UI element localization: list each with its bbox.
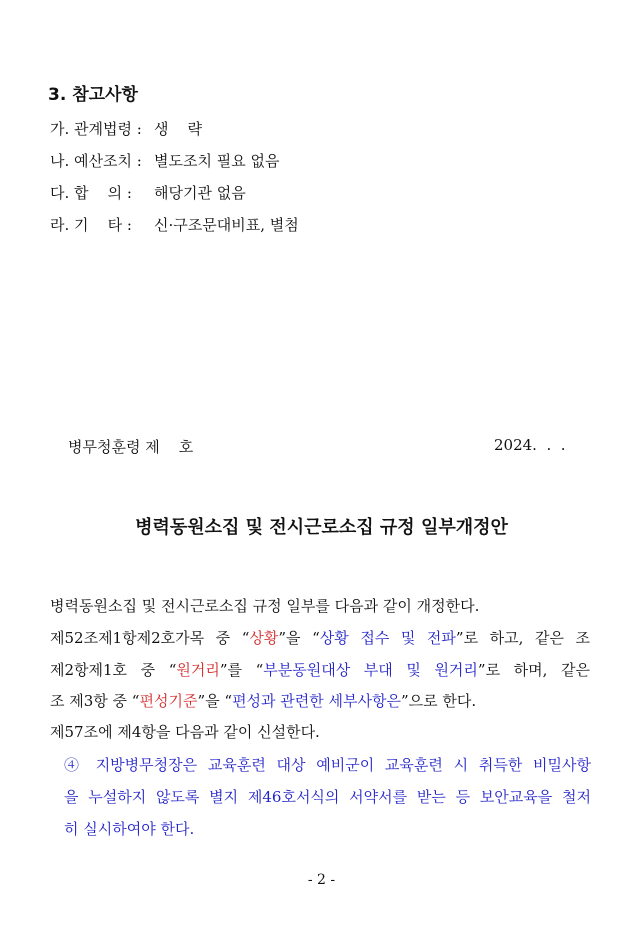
new-clause-line-1: ④ 지방병무청장은 교육훈련 대상 예비군이 교육훈련 시 취득한 비밀사항 xyxy=(64,756,591,774)
ref-value: 신·구조문대비표, 별첨 xyxy=(154,216,299,234)
decree-number: 병무청훈령 제 호 xyxy=(68,438,194,456)
new-clause-line-2: 을 누설하지 않도록 별지 제46호서식의 서약서를 받는 등 보안교육을 철저 xyxy=(64,788,591,806)
ref-item-budget xyxy=(50,150,279,171)
original-term: 상황 xyxy=(249,629,279,647)
section-title: 3. 참고사항 xyxy=(48,85,138,105)
body-intro: 병력동원소집 및 전시근로소집 규정 일부를 다음과 같이 개정한다. xyxy=(50,597,480,615)
ref-label: 라. 기 타 : xyxy=(50,216,132,234)
ref-value: 해당기관 없음 xyxy=(154,184,246,202)
revised-term: 상황 접수 및 전파 xyxy=(319,629,456,647)
ref-value: 별도조치 필요 없음 xyxy=(154,152,280,170)
document-title: 병력동원소집 및 전시근로소집 규정 일부개정안 xyxy=(135,517,508,538)
original-term: 원거리 xyxy=(176,661,220,679)
decree-date: 2024. . . xyxy=(494,436,566,454)
body-text: ”로 하며, 같은 xyxy=(477,661,590,679)
revised-term: 편성과 관련한 세부사항은 xyxy=(232,692,401,710)
body-line-4 xyxy=(50,690,476,711)
body-text: ”으로 한다. xyxy=(401,692,477,710)
body-text: 제2항제1호 중 “ xyxy=(50,661,177,679)
ref-label: 가. 관계법령 : xyxy=(50,120,142,138)
body-text: ”로 하고, 같은 조 xyxy=(455,629,590,647)
original-term: 편성기준 xyxy=(139,692,198,710)
body-text: ”을 “ xyxy=(197,692,233,710)
new-clause-line-3: 히 실시하여야 한다. xyxy=(64,820,195,838)
body-text: ”를 “ xyxy=(219,661,264,679)
body-text: ”을 “ xyxy=(278,629,320,647)
ref-item-consult xyxy=(50,182,246,203)
ref-item-laws xyxy=(50,118,202,139)
body-line-5: 제57조에 제4항을 다음과 같이 신설한다. xyxy=(50,723,320,741)
body-text: 조 제3항 중 “ xyxy=(50,692,140,710)
body-line-2 xyxy=(50,627,590,648)
ref-label: 나. 예산조치 : xyxy=(50,152,142,170)
page-number: - 2 - xyxy=(307,872,336,888)
body-line-3 xyxy=(50,659,590,680)
body-text: 제52조제1항제2호가목 중 “ xyxy=(50,629,250,647)
ref-label: 다. 합 의 : xyxy=(50,184,132,202)
revised-term: 부분동원대상 부대 및 원거리 xyxy=(263,661,478,679)
ref-value: 생 략 xyxy=(154,120,203,138)
ref-item-other xyxy=(50,214,299,235)
